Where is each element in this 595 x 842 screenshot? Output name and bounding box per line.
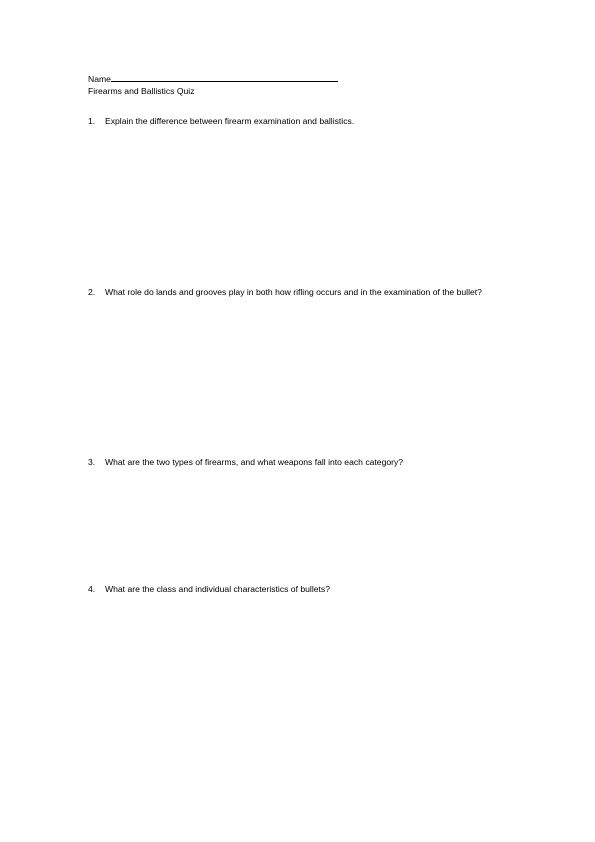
question-2 xyxy=(88,286,538,298)
quiz-title: Firearms and Ballistics Quiz xyxy=(88,86,195,96)
question-number: 2. xyxy=(88,287,96,297)
name-label: Name xyxy=(88,74,111,84)
question-number: 1. xyxy=(88,116,96,126)
name-blank-line xyxy=(111,72,338,82)
question-text: Explain the difference between firearm examination and ballistics. xyxy=(105,116,355,126)
question-text: What role do lands and grooves play in both how rifling occurs and in the examination of the bullet? xyxy=(105,287,482,297)
question-text: What are the two types of firearms, and what weapons fall into each category? xyxy=(105,457,404,467)
question-number: 4. xyxy=(88,584,96,594)
name-field xyxy=(88,72,338,85)
question-1 xyxy=(88,115,538,127)
question-4 xyxy=(88,583,538,595)
question-text: What are the class and individual characteristics of bullets? xyxy=(105,584,330,594)
question-3 xyxy=(88,456,538,468)
question-number: 3. xyxy=(88,457,96,467)
